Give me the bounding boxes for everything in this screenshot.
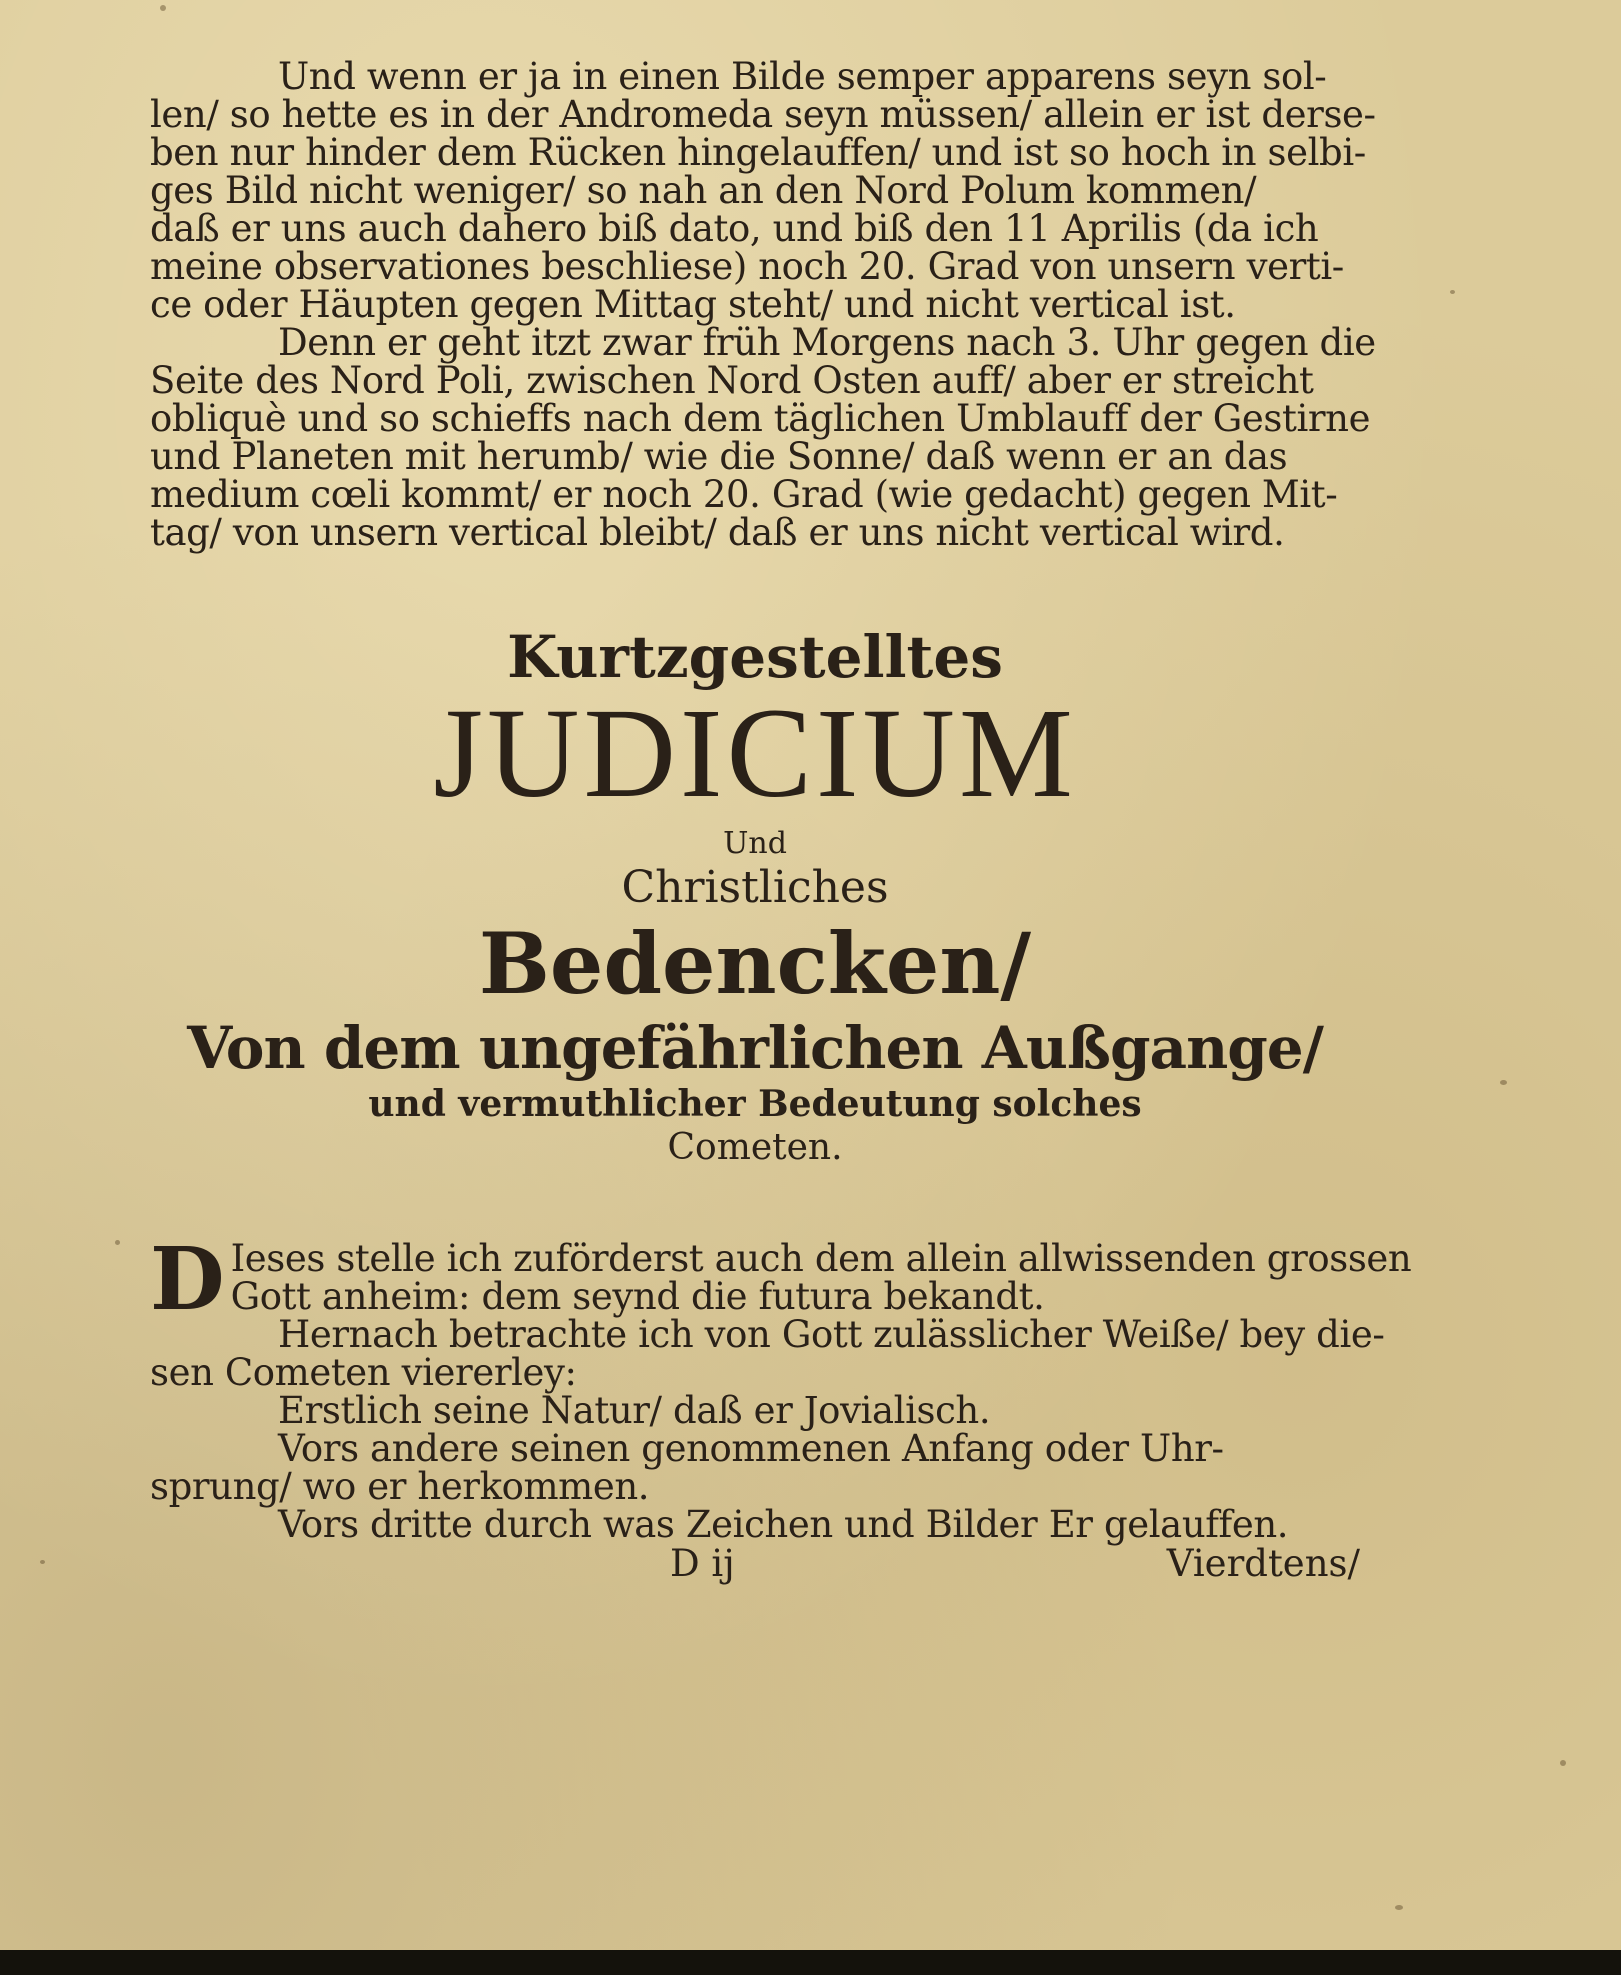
text-line: ce oder Häupten gegen Mittag steht/ und nicht vertical ist.: [150, 283, 1236, 326]
text-line: Erstlich seine Natur/ daß er Jovialisch.: [278, 1389, 991, 1432]
text-line: und Planeten mit herumb/ wie die Sonne/ daß wenn er an das: [150, 435, 1288, 478]
paper-speck: [160, 5, 166, 11]
text-line: Ieses stelle ich zuförderst auch dem allein allwissenden grossen: [230, 1237, 1412, 1280]
paragraph-2: [150, 321, 1376, 554]
title-line-bedencken: Bedencken/: [478, 914, 1032, 1013]
drop-cap: D: [150, 1229, 225, 1330]
text-line: tag/ von unsern vertical bleibt/ daß er uns nicht vertical wird.: [150, 511, 1285, 554]
title-line-cometen: Cometen.: [667, 1127, 843, 1168]
title-line-von-dem: Von dem ungefährlichen Außgange/: [187, 1014, 1323, 1082]
text-line: ben nur hinder dem Rücken hingelauffen/ und ist so hoch in selbi-: [150, 131, 1366, 174]
paper-speck: [115, 1240, 120, 1245]
signature-mark: D ij: [670, 1542, 735, 1585]
title-line-christliches: Christliches: [621, 862, 889, 913]
paper-speck: [1500, 1080, 1507, 1085]
page-footer: [150, 1544, 1360, 1584]
title-line-vermuthlicher: und vermuthlicher Bedeutung solches: [368, 1083, 1142, 1125]
text-line: Gott anheim: dem seynd die futura bekandt.: [230, 1275, 1045, 1318]
paper-speck: [40, 1560, 45, 1564]
paper-speck: [1560, 1760, 1566, 1766]
text-line: meine observationes beschliese) noch 20. Grad von unsern verti-: [150, 245, 1344, 288]
section-title: [150, 622, 1360, 1170]
text-line: medium cœli kommt/ er noch 20. Grad (wie gedacht) gegen Mit-: [150, 473, 1338, 516]
text-line: Vors dritte durch was Zeichen und Bilder Er gelauffen.: [278, 1503, 1289, 1546]
text-line: len/ so hette es in der Andromeda seyn müssen/ allein er ist derse-: [150, 93, 1376, 136]
text-line: ges Bild nicht weniger/ so nah an den Nord Polum kommen/: [150, 169, 1257, 212]
text-line: obliquè und so schieffs nach dem täglichen Umblauff der Gestirne: [150, 397, 1371, 440]
title-line-judicium: JUDICIUM: [433, 682, 1077, 824]
paper-speck: [1395, 1905, 1403, 1910]
title-line-und: Und: [723, 826, 787, 861]
catchword: Vierdtens/: [1166, 1542, 1360, 1585]
text-line: Vors andere seinen genommenen Anfang oder Uhr-: [278, 1427, 1224, 1470]
text-line: Denn er geht itzt zwar früh Morgens nach 3. Uhr gegen die: [278, 321, 1376, 364]
text-line: sprung/ wo er herkommen.: [150, 1465, 650, 1508]
scan-bottom-edge: [0, 1950, 1621, 1975]
text-line: sen Cometen viererley:: [150, 1351, 577, 1394]
text-line: Seite des Nord Poli, zwischen Nord Osten auff/ aber er streicht: [150, 359, 1314, 402]
paragraph-3: [150, 1229, 1412, 1546]
title-line-kurtzgestelltes: Kurtzgestelltes: [507, 623, 1003, 691]
paragraph-1: [150, 55, 1376, 326]
text-line: daß er uns auch dahero biß dato, und biß den 11 Aprilis (da ich: [150, 207, 1319, 250]
text-block: [150, 55, 1412, 1585]
paper-speck: [1450, 290, 1455, 294]
text-line: Hernach betrachte ich von Gott zulässlicher Weiße/ bey die-: [278, 1313, 1385, 1356]
text-line: Und wenn er ja in einen Bilde semper apparens seyn sol-: [278, 55, 1327, 98]
